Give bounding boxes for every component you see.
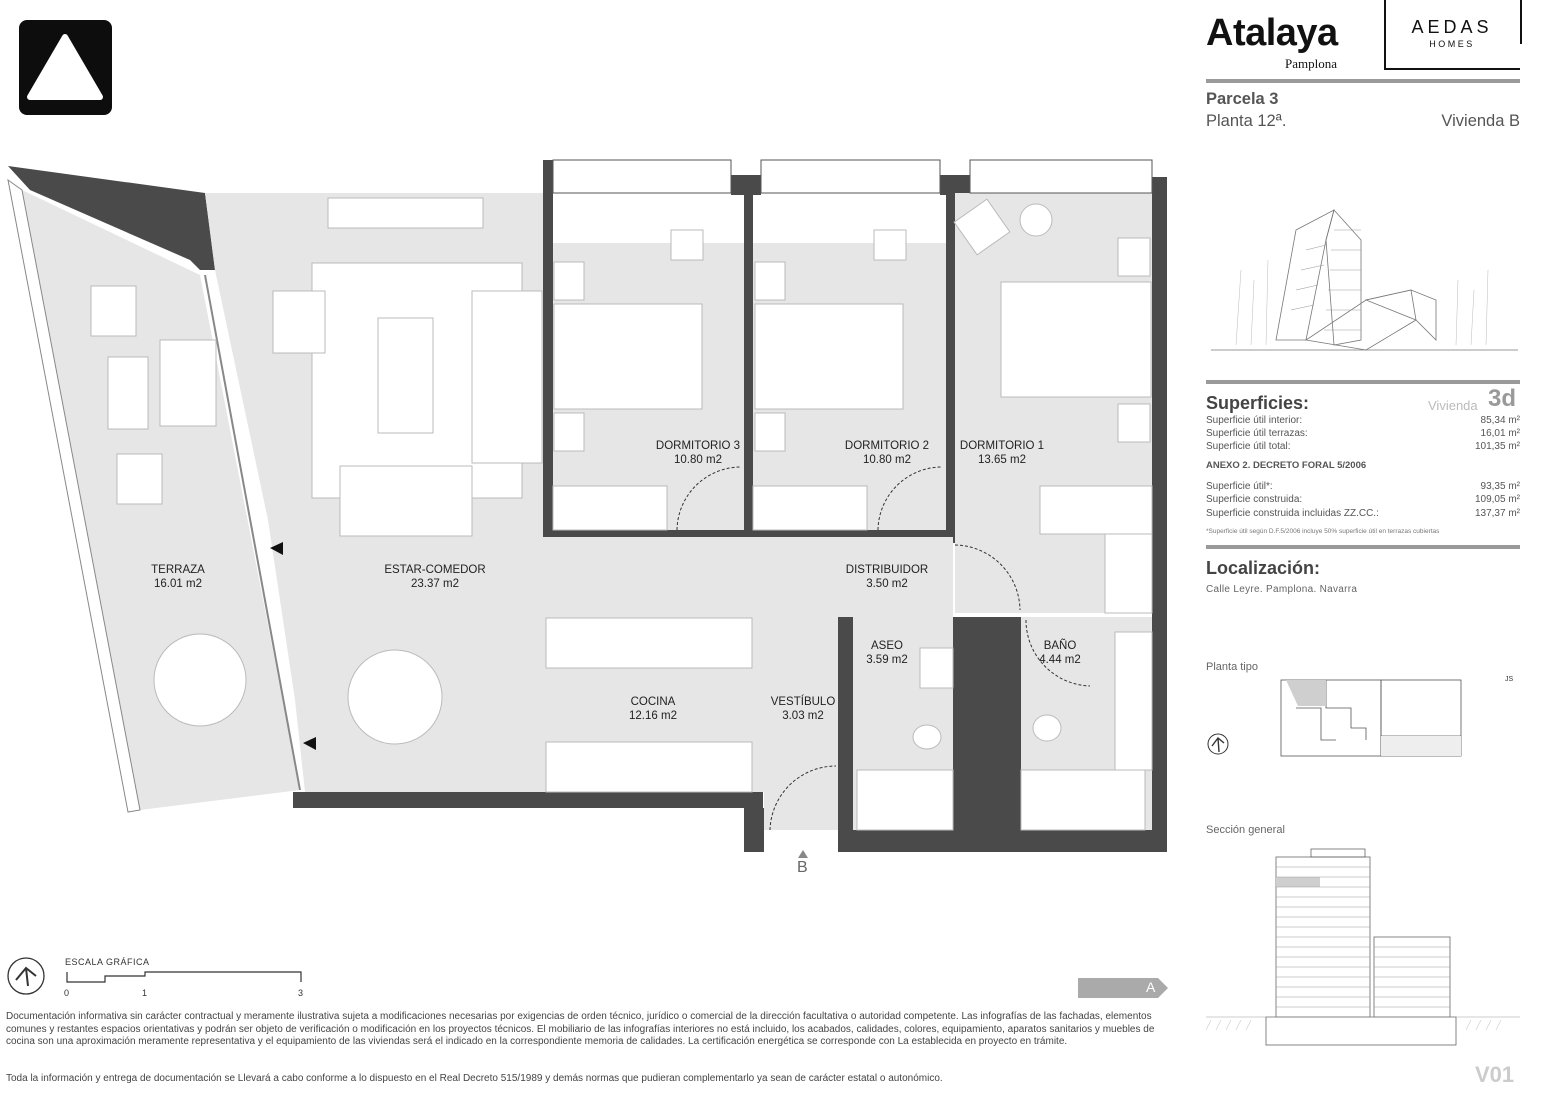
project-city: Pamplona — [1285, 56, 1337, 71]
triangle-logo-icon — [19, 20, 112, 115]
room-label-terraza: TERRAZA 16.01 m2 — [151, 564, 205, 590]
floor-plan — [0, 150, 1175, 860]
room-label-dormitorio-3: DORMITORIO 3 10.80 m2 — [655, 440, 741, 466]
wall-pier2 — [940, 175, 970, 195]
surface-row: Superficie útil total: 101,35 m² — [1206, 441, 1520, 452]
location-address: Calle Leyre. Pamplona. Navarra — [1206, 584, 1358, 595]
room-label-bano: BAÑO 4.44 m2 — [1039, 640, 1081, 666]
wall-bedroom-col1 — [543, 160, 553, 540]
annex-title: ANEXO 2. DECRETO FORAL 5/2006 — [1206, 460, 1367, 471]
wall-bedroom-col2 — [744, 193, 753, 537]
scale-tick-1: 1 — [142, 988, 148, 998]
keyplan-title: Planta tipo — [1206, 661, 1258, 673]
entrance-label: B — [797, 859, 808, 876]
brand-main: AEDAS — [1411, 17, 1493, 37]
wall-pier-left — [543, 160, 553, 195]
dwelling-type-value: 3d — [1488, 385, 1517, 412]
room-label-estar-comedor: ESTAR-COMEDOR 23.37 m2 — [384, 564, 486, 590]
wall-east — [1152, 177, 1167, 852]
version-label: V01 — [1475, 1062, 1515, 1087]
disclaimer-text: Documentación informativa sin carácter contractual y meramente ilustrativa sujeta a modificaciones necesarias por exigencias de orden técnico, jurídico o comercial de la dirección facultativa o autoridad competente. Las infografías de las fachadas, elementos comunes y restantes espacios orientativas y podrán ser objeto de verificación o modificación en los proyectos técnicos. El mobiliario de las infografías interiores no está incluido, los acabados, calidades, colores, equipamiento, aparatos sanitarios y muebles de cocina son una aproximación meramente representativa y el equipamiento de las viviendas será el indicado en la correspondiente memoria de calidades. La certificación energética se corresponde con La establecida en proyecto en trámite. — [6, 1011, 1155, 1048]
annex-row: Superficie construida: 109,05 m² — [1206, 494, 1520, 505]
surfaces-title: Superficies: — [1206, 393, 1310, 413]
section-title: Sección general — [1206, 824, 1285, 836]
surface-footnote: *Superficie útil según D.F.5/2006 incluye 50% superficie útil en terrazas cubiertas — [1206, 528, 1440, 535]
building-sketch-image — [1206, 200, 1521, 360]
scale-title: ESCALA GRÁFICA — [65, 957, 150, 967]
room-label-dormitorio-2: DORMITORIO 2 10.80 m2 — [844, 440, 930, 466]
scale-tick-0: 0 — [64, 988, 70, 998]
divider — [1206, 79, 1520, 83]
scale-bar — [65, 970, 305, 986]
aedas-logo — [1384, 0, 1520, 70]
parcel-label: Parcela 3 — [1206, 90, 1279, 108]
floor-label: Planta 12ª. — [1206, 112, 1287, 130]
keyplan-mark: JS — [1505, 676, 1514, 683]
surface-row: Superficie útil terrazas: 16,01 m² — [1206, 428, 1520, 439]
wall-pier1 — [731, 175, 761, 195]
room-label-distribuidor: DISTRIBUIDOR 3.50 m2 — [845, 564, 929, 590]
brand-sub: HOMES — [1429, 39, 1475, 49]
wall-beds-bottom — [543, 530, 953, 537]
wall-vest-bath — [953, 617, 1021, 852]
legal-text: Toda la información y entrega de documentación se Llevará a cabo conforme a lo dispuesto en el Real Decreto 515/1989 y demás normas que pudieran complementarlo ya sean de carácter estatal o autonómico. — [6, 1073, 943, 1084]
entrance-arrow-icon — [798, 850, 808, 858]
location-title: Localización: — [1206, 558, 1321, 578]
brand-logo — [19, 20, 112, 115]
project-title: Atalaya — [1206, 12, 1338, 54]
scale-tick-3: 3 — [298, 988, 304, 998]
section-diagram — [1206, 845, 1520, 1055]
windows-top — [553, 160, 1152, 193]
room-label-vestibulo: VESTÍBULO 3.03 m2 — [770, 696, 836, 722]
room-label-aseo: ASEO 3.59 m2 — [866, 640, 908, 666]
wall-south-2 — [744, 808, 764, 852]
section-marker-label: A — [1146, 979, 1156, 995]
dwelling-label: Vivienda B — [1441, 112, 1520, 130]
room-label-dormitorio-1: DORMITORIO 1 13.65 m2 — [959, 440, 1045, 466]
wall-south — [293, 792, 763, 808]
annex-row: Superficie construida incluidas ZZ.CC.: 137,37 m² — [1206, 508, 1520, 519]
room-label-cocina: COCINA 12.16 m2 — [629, 696, 677, 722]
keyplan-diagram — [1206, 678, 1506, 760]
north-compass-icon — [6, 956, 46, 996]
wall-bedroom-col3 — [946, 193, 955, 543]
divider — [1206, 545, 1520, 549]
dwelling-type-label: Vivienda — [1428, 398, 1478, 413]
divider — [1206, 380, 1520, 384]
surface-row: Superficie útil interior: 85,34 m² — [1206, 415, 1520, 426]
annex-row: Superficie útil*: 93,35 m² — [1206, 481, 1520, 492]
